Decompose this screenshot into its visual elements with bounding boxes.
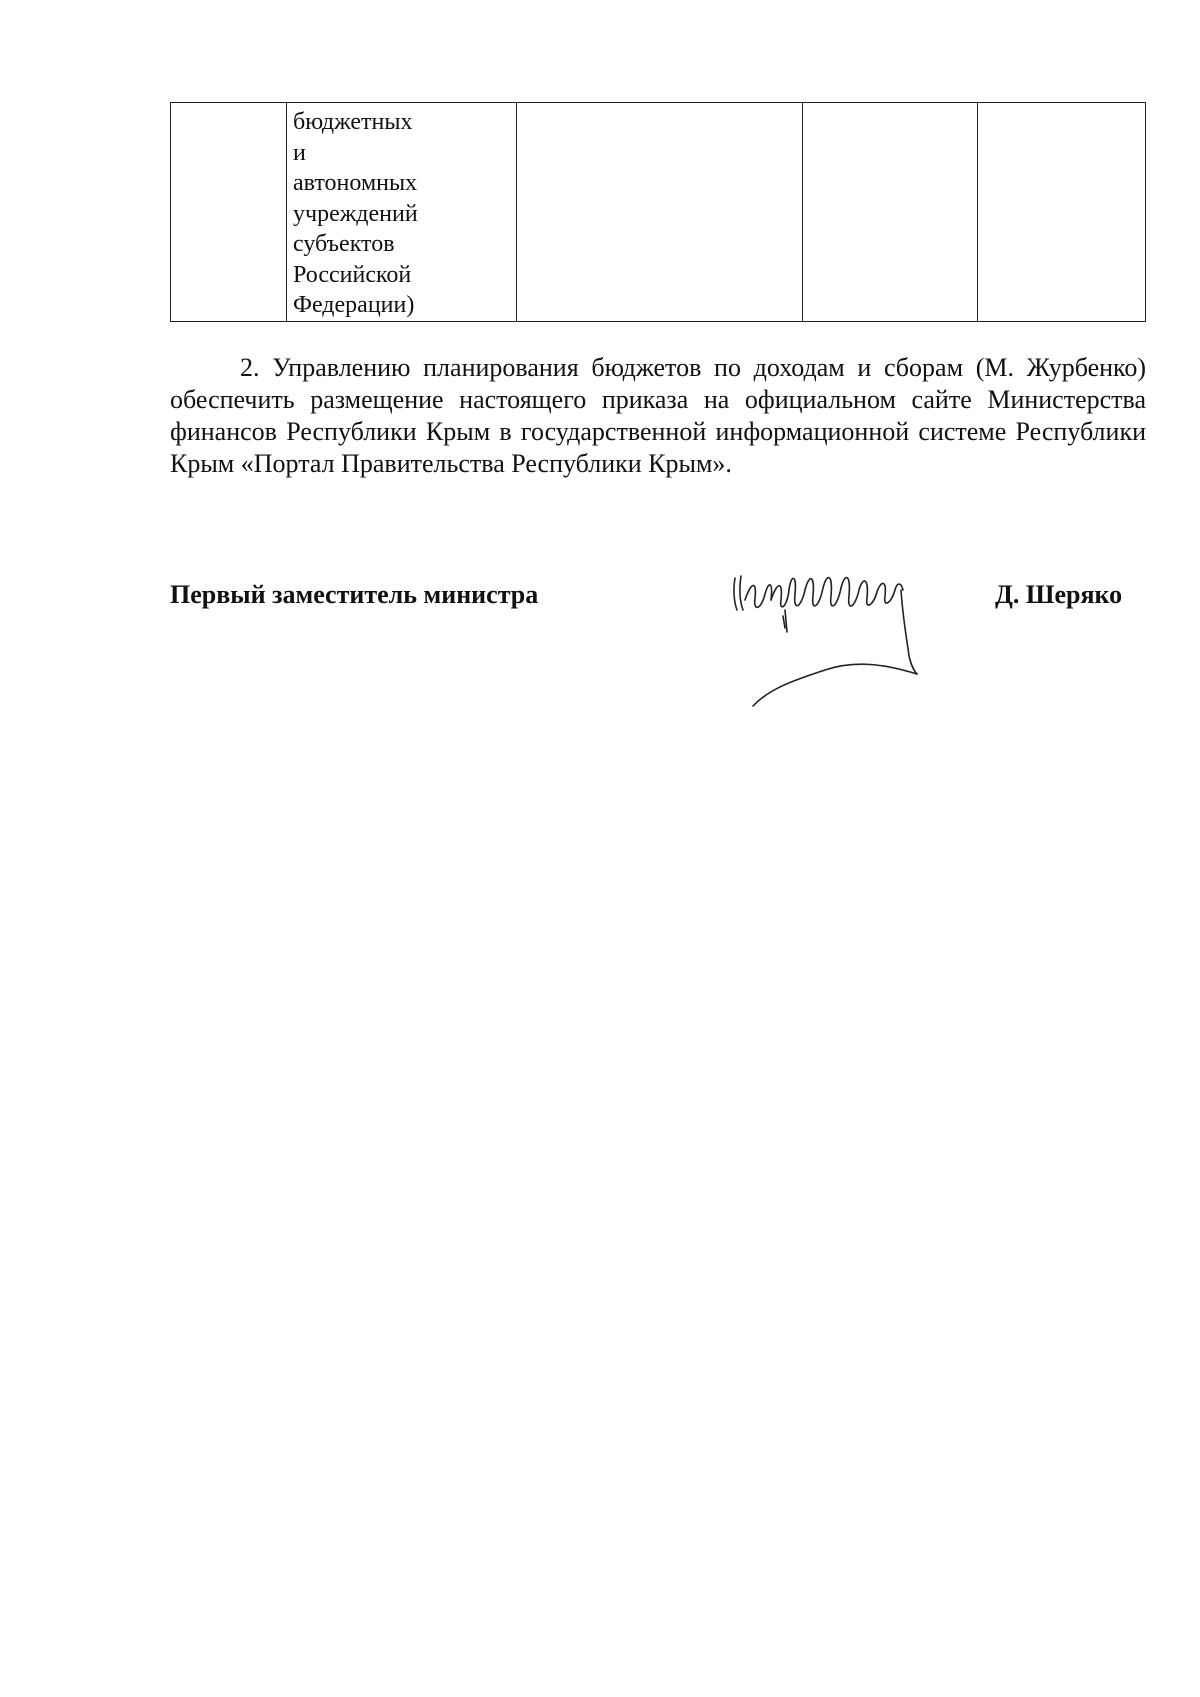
table-cell-3 [517, 103, 803, 322]
table-cell-5 [978, 103, 1146, 322]
cell-line: учреждений [293, 200, 418, 227]
table-row [171, 103, 1146, 322]
paragraph-text: Управлению планирования бюджетов по доходам и сборам (М. Журбенко) обеспечить размещение настоящего приказа на официальном сайте Министерства финансов Республики Крым в государственной информационной системе Республики Крым «Портал Правительства Республики Крым». [170, 353, 1146, 478]
cell-line: бюджетных [293, 109, 413, 135]
table-continuation [170, 102, 1146, 322]
paragraph-2 [170, 352, 1146, 480]
paragraph-number: 2. [240, 353, 260, 382]
signatory-position: Первый заместитель министра [170, 580, 539, 609]
cell-line: Федерации) [293, 292, 415, 318]
table-cell-2 [287, 103, 517, 322]
cell-text-lines [293, 107, 510, 321]
cell-line: и [293, 139, 306, 166]
cell-line: автономных [293, 170, 418, 196]
table-cell-4 [803, 103, 978, 322]
cell-line: субъектов [293, 231, 395, 257]
table-cell-1 [171, 103, 287, 322]
handwritten-signature [725, 560, 940, 730]
cell-line: Российской [293, 261, 412, 288]
signatory-name: Д. Шеряко [995, 580, 1123, 609]
